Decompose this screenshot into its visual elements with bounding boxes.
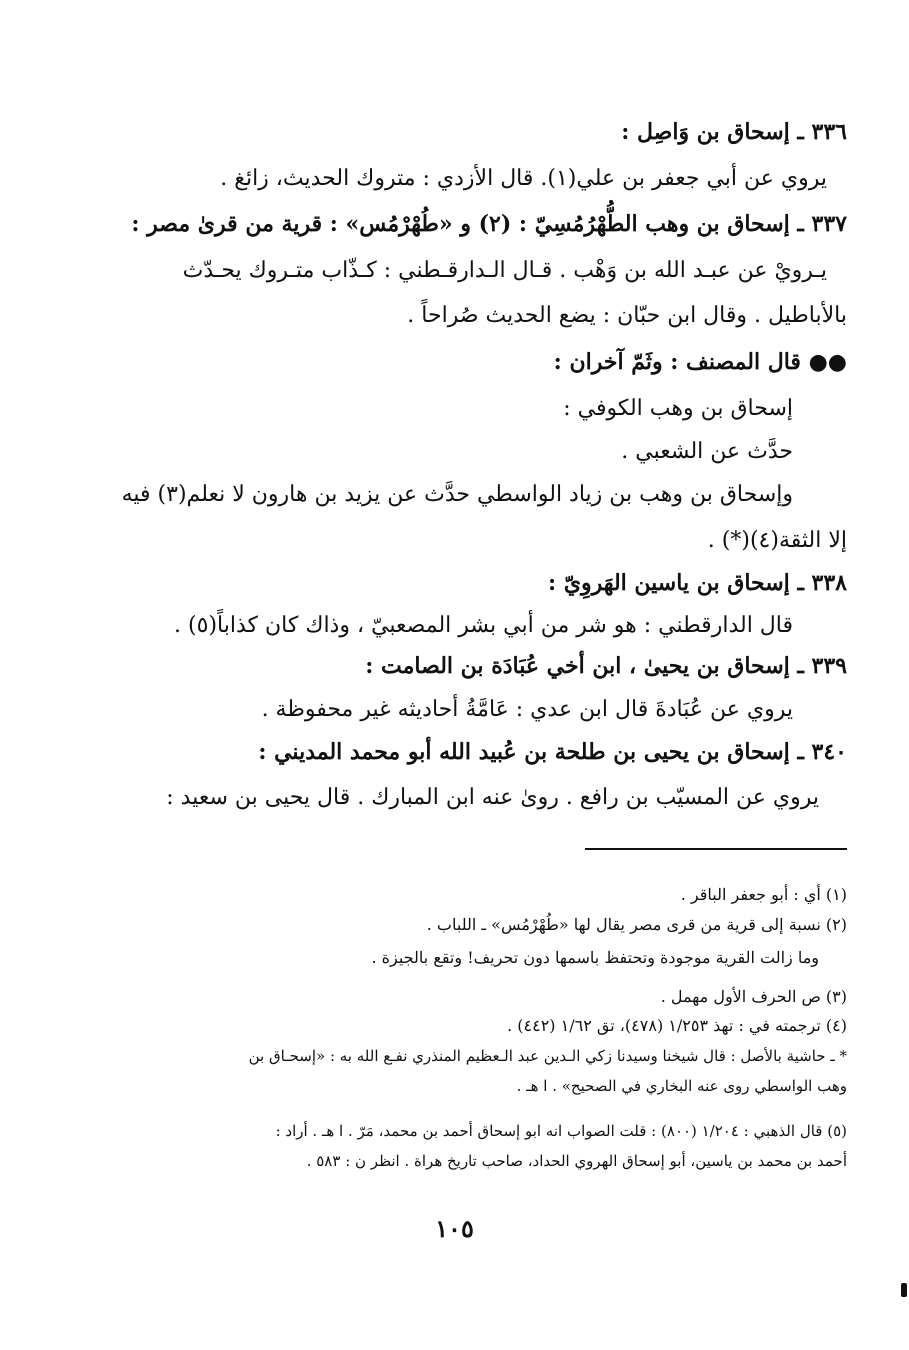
scan-edge-mark [901,1283,907,1297]
entry-text-338: قال الدارقطني : هو شر من أبي بشر المصعبيّ ، وذاك كان كذاباً(٥) . [174,613,793,638]
footnote-2-continuation: وما زالت القرية موجودة وتحتفظ باسمها دون تحريف! وتقع بالجيزة . [371,948,819,967]
remark-text-line-2: حدَّث عن الشعبي . [621,439,793,464]
footnote-margin-note: * ـ حاشية بالأصل : قال شيخنا وسيدنا زكي الـدين عبد الـعظيم المنذري نفـع الله به : «إسحـاق بن [248,1047,847,1065]
author-remark-heading: ●● قال المصنف : وثَمّ آخران : [553,349,847,375]
footnote-5: (٥) قال الذهبي : ١/٢٠٤ (٨٠٠) : قلت الصواب انه ابو إسحاق أحمد بن محمد، مَرّ . ا هـ . أراد : [275,1122,847,1140]
page-number: ١٠٥ [435,1214,474,1243]
footnote-1: (١) أي : أبو جعفر الباقر . [680,885,847,904]
remark-text-line-1: إسحاق بن وهب الكوفي : [563,396,793,421]
remark-text-line-4: إلا الثقة(٤)(*) . [707,528,847,553]
entry-text-337-line-2: بالأباطيل . وقال ابن حبّان : يضع الحديث صُراحاً . [407,303,847,328]
footnote-separator [585,848,847,850]
footnote-2: (٢) نسبة إلى قرية من قرى مصر يقال لها «طُهْرْمُس» ـ اللباب . [426,915,847,934]
entry-heading-337: ٣٣٧ ـ إسحاق بن وهب الطُّهْرُمُسِيّ : (٢) و «طُهْرْمُس» : قرية من قرىٰ مصر : [131,211,847,237]
footnote-3: (٣) ص الحرف الأول مهمل . [660,987,847,1006]
entry-text-336: يروي عن أبي جعفر بن علي(١). قال الأزدي : متروك الحديث، زائغ . [220,166,827,191]
footnote-4: (٤) ترجمته في : تهذ ١/٢٥٣ (٤٧٨)، تق ١/٦٢ (٤٤٢) . [507,1016,847,1035]
entry-heading-339: ٣٣٩ ـ إسحاق بن يحيىٰ ، ابن أخي عُبَادَة بن الصامت : [365,653,847,679]
entry-heading-338: ٣٣٨ ـ إسحاق بن ياسين الهَروِيّ : [548,570,847,596]
entry-text-339: يروي عن عُبَادةَ قال ابن عدي : عَامَّةُ أحاديثه غير محفوظة . [261,697,793,722]
entry-text-337-line-1: يـرويْ عن عبـد الله بن وَهْب . قـال الـدارقـطني : كـذّاب متـروك يحـدّث [182,258,827,283]
entry-heading-340: ٣٤٠ ـ إسحاق بن يحيى بن طلحة بن عُبيد الله أبو محمد المديني : [258,739,847,765]
entry-heading-336: ٣٣٦ ـ إسحاق بن وَاصِل : [621,119,847,145]
footnote-margin-note-continuation: وهب الواسطي روى عنه البخاري في الصحيح» . ا هـ . [516,1077,847,1095]
entry-text-340: يروي عن المسيّب بن رافع . روىٰ عنه ابن المبارك . قال يحيى بن سعيد : [166,785,819,810]
footnote-5-continuation: أحمد بن محمد بن ياسين، أبو إسحاق الهروي الحداد، صاحب تاريخ هراة . انظر ن : ٥٨٣ . [306,1152,847,1170]
remark-text-line-3: وإسحاق بن وهب بن زياد الواسطي حدَّث عن يزيد بن هارون لا نعلم(٣) فيه [121,482,793,507]
